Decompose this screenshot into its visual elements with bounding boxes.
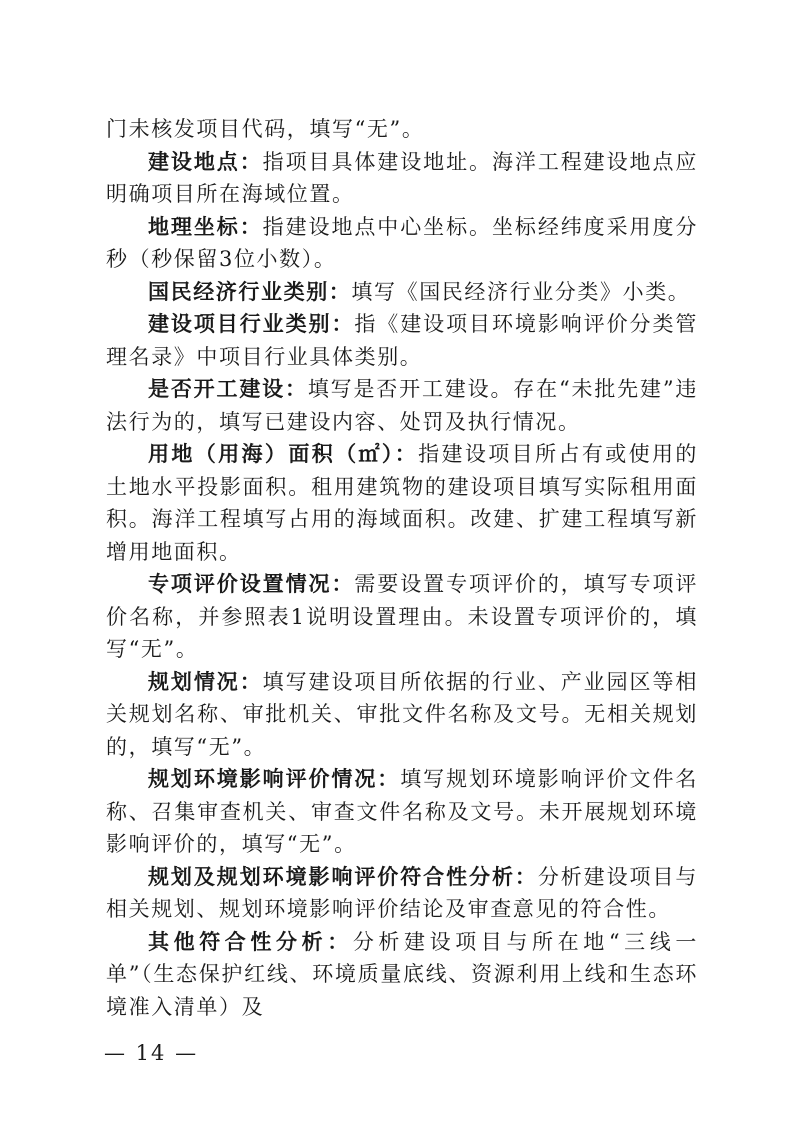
paragraph-land-area: [106, 438, 698, 568]
paragraph-body: 填写规划环境影响评价文件名称、召集审查机关、审查文件名称及文号。未开展规划环境影响评价的，填写“无”。: [106, 767, 698, 856]
paragraph-body: 填写建设项目所依据的行业、产业园区等相关规划名称、审批机关、审批文件名称及文号。无相关规划的，填写“无”。: [106, 669, 698, 759]
paragraph-body: 指建设地点中心坐标。坐标经纬度采用度分秒（秒保留3位小数）。: [106, 214, 698, 271]
paragraph-construction-started: [106, 373, 698, 438]
paragraph-planning-eia: [106, 763, 698, 861]
paragraph-term: 建设项目行业类别：: [148, 312, 355, 336]
body-text: [106, 113, 698, 1023]
paragraph-continuation: [106, 113, 698, 146]
paragraph-term: 规划及规划环境影响评价符合性分析：: [148, 864, 538, 889]
paragraph-national-industry: [106, 276, 698, 309]
paragraph-term: 国民经济行业类别：: [148, 279, 352, 304]
paragraph-body: 指建设项目所占有或使用的土地水平投影面积。租用建筑物的建设项目填写实际租用面积。海洋工程填写占用的海域面积。改建、扩建工程填写新增用地面积。: [106, 442, 698, 564]
paragraph-body: 门未核发项目代码，填写“无”。: [106, 117, 425, 141]
paragraph-project-industry: [106, 308, 698, 373]
paragraph-body: 填写《国民经济行业分类》小类。: [351, 279, 691, 304]
paragraph-geo-coordinates: [106, 211, 698, 276]
page-number: — 14 —: [104, 1041, 199, 1065]
paragraph-planning: [106, 666, 698, 764]
paragraph-term: 地理坐标：: [148, 214, 263, 239]
paragraph-term: 规划环境影响评价情况：: [148, 767, 401, 791]
paragraph-body: 需要设置专项评价的，填写专项评价名称，并参照表1说明设置理由。未设置专项评价的，填写“无”。: [106, 572, 698, 661]
paragraph-body: 分析建设项目与相关规划、规划环境影响评价结论及审查意见的符合性。: [106, 864, 698, 921]
paragraph-planning-conformity: [106, 861, 698, 926]
paragraph-term: 用地（用海）面积（㎡）：: [148, 442, 419, 466]
paragraph-special-assessment: [106, 568, 698, 666]
paragraph-body: 分析建设项目与所在地“三线一单”（生态保护红线、环境质量底线、资源利用上线和生态环境准入清单）及: [106, 929, 698, 1019]
paragraph-term: 专项评价设置情况：: [148, 572, 355, 596]
paragraph-term: 是否开工建设：: [148, 377, 308, 401]
paragraph-body: 指项目具体建设地址。海洋工程建设地点应明确项目所在海域位置。: [106, 149, 698, 206]
paragraph-other-conformity: [106, 926, 698, 1024]
paragraph-term: 建设地点：: [148, 149, 263, 174]
paragraph-body: 填写是否开工建设。存在“未批先建”违法行为的，填写已建设内容、处罚及执行情况。: [106, 377, 698, 434]
paragraph-construction-site: [106, 146, 698, 211]
paragraph-body: 指《建设项目环境影响评价分类管理名录》中项目行业具体类别。: [106, 312, 698, 369]
paragraph-term: 规划情况：: [148, 669, 263, 694]
paragraph-term: 其他符合性分析：: [148, 929, 353, 954]
